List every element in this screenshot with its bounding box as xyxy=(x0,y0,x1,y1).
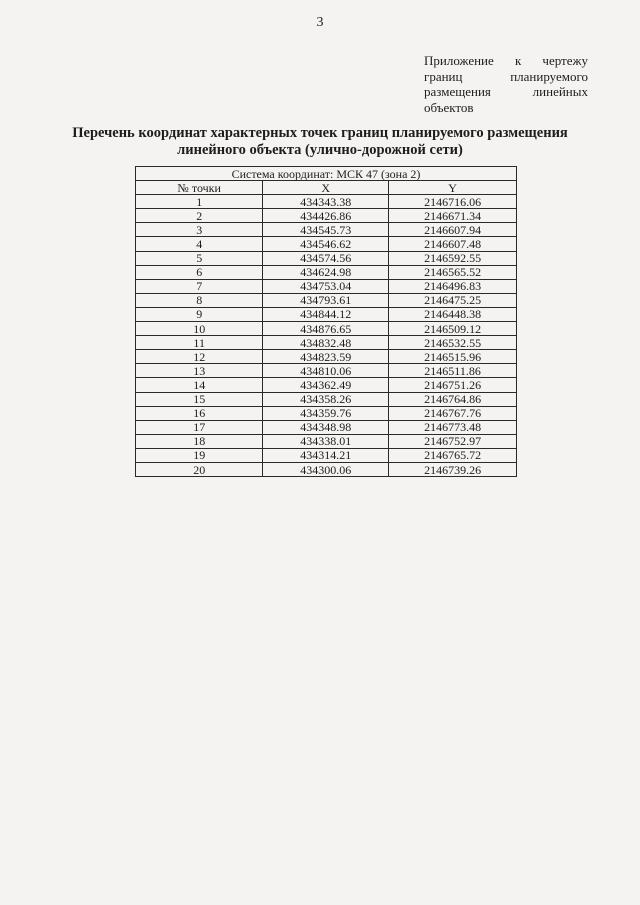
point-number-cell: 10 xyxy=(136,322,263,336)
y-coordinate-cell: 2146739.26 xyxy=(389,462,517,476)
x-coordinate-cell: 434314.21 xyxy=(263,448,389,462)
point-number-cell: 19 xyxy=(136,448,263,462)
y-coordinate-cell: 2146565.52 xyxy=(389,265,517,279)
point-number-cell: 1 xyxy=(136,195,263,209)
table-row xyxy=(136,279,517,293)
point-number-cell: 14 xyxy=(136,378,263,392)
x-coordinate-cell: 434300.06 xyxy=(263,462,389,476)
point-number-cell: 12 xyxy=(136,350,263,364)
table-row xyxy=(136,293,517,307)
document-title xyxy=(40,125,600,159)
x-coordinate-cell: 434348.98 xyxy=(263,420,389,434)
y-coordinate-cell: 2146773.48 xyxy=(389,420,517,434)
appendix-line: объектов xyxy=(424,99,474,115)
appendix-line: границ планируемого xyxy=(424,68,588,84)
coordinate-system-header: Система координат: МСК 47 (зона 2) xyxy=(136,167,517,181)
point-number-cell: 9 xyxy=(136,307,263,321)
y-coordinate-cell: 2146671.34 xyxy=(389,209,517,223)
y-coordinate-cell: 2146448.38 xyxy=(389,307,517,321)
x-coordinate-cell: 434546.62 xyxy=(263,237,389,251)
x-coordinate-cell: 434876.65 xyxy=(263,322,389,336)
table-row xyxy=(136,251,517,265)
coordinates-table xyxy=(135,166,517,477)
y-coordinate-cell: 2146496.83 xyxy=(389,279,517,293)
point-number-cell: 7 xyxy=(136,279,263,293)
y-coordinate-cell: 2146511.86 xyxy=(389,364,517,378)
appendix-line: размещения линейных xyxy=(424,84,588,99)
column-header-point: № точки xyxy=(136,181,263,195)
page-number: 3 xyxy=(316,15,324,30)
y-coordinate-cell: 2146767.76 xyxy=(389,406,517,420)
point-number-cell: 11 xyxy=(136,336,263,350)
table-row xyxy=(136,195,517,209)
point-number-cell: 6 xyxy=(136,265,263,279)
x-coordinate-cell: 434426.86 xyxy=(263,209,389,223)
table-header-row xyxy=(136,181,517,195)
table-row xyxy=(136,265,517,279)
table-system-row xyxy=(136,167,517,181)
x-coordinate-cell: 434574.56 xyxy=(263,251,389,265)
y-coordinate-cell: 2146532.55 xyxy=(389,336,517,350)
table-row xyxy=(136,462,517,476)
point-number-cell: 8 xyxy=(136,293,263,307)
table-row xyxy=(136,307,517,321)
point-number-cell: 3 xyxy=(136,223,263,237)
point-number-cell: 5 xyxy=(136,251,263,265)
document-title-line: Перечень координат характерных точек границ планируемого размещения xyxy=(72,125,568,141)
appendix-note xyxy=(424,53,588,115)
table-row xyxy=(136,336,517,350)
y-coordinate-cell: 2146764.86 xyxy=(389,392,517,406)
point-number-cell: 17 xyxy=(136,420,263,434)
point-number-cell: 16 xyxy=(136,406,263,420)
x-coordinate-cell: 434793.61 xyxy=(263,293,389,307)
x-coordinate-cell: 434358.26 xyxy=(263,392,389,406)
table-row xyxy=(136,322,517,336)
table-row xyxy=(136,392,517,406)
table-row xyxy=(136,434,517,448)
table-row xyxy=(136,448,517,462)
table-row xyxy=(136,350,517,364)
table-row xyxy=(136,237,517,251)
x-coordinate-cell: 434810.06 xyxy=(263,364,389,378)
y-coordinate-cell: 2146607.48 xyxy=(389,237,517,251)
y-coordinate-cell: 2146475.25 xyxy=(389,293,517,307)
x-coordinate-cell: 434832.48 xyxy=(263,336,389,350)
column-header-y: Y xyxy=(389,181,517,195)
point-number-cell: 20 xyxy=(136,462,263,476)
point-number-cell: 15 xyxy=(136,392,263,406)
x-coordinate-cell: 434753.04 xyxy=(263,279,389,293)
point-number-cell: 13 xyxy=(136,364,263,378)
x-coordinate-cell: 434343.38 xyxy=(263,195,389,209)
y-coordinate-cell: 2146509.12 xyxy=(389,322,517,336)
y-coordinate-cell: 2146751.26 xyxy=(389,378,517,392)
point-number-cell: 18 xyxy=(136,434,263,448)
y-coordinate-cell: 2146765.72 xyxy=(389,448,517,462)
y-coordinate-cell: 2146592.55 xyxy=(389,251,517,265)
x-coordinate-cell: 434545.73 xyxy=(263,223,389,237)
point-number-cell: 4 xyxy=(136,237,263,251)
table-row xyxy=(136,420,517,434)
table-row xyxy=(136,209,517,223)
table-row xyxy=(136,223,517,237)
table-body xyxy=(136,195,517,477)
x-coordinate-cell: 434844.12 xyxy=(263,307,389,321)
y-coordinate-cell: 2146716.06 xyxy=(389,195,517,209)
y-coordinate-cell: 2146607.94 xyxy=(389,223,517,237)
x-coordinate-cell: 434624.98 xyxy=(263,265,389,279)
y-coordinate-cell: 2146752.97 xyxy=(389,434,517,448)
x-coordinate-cell: 434338.01 xyxy=(263,434,389,448)
x-coordinate-cell: 434359.76 xyxy=(263,406,389,420)
x-coordinate-cell: 434362.49 xyxy=(263,378,389,392)
point-number-cell: 2 xyxy=(136,209,263,223)
appendix-line: Приложение к чертежу xyxy=(424,53,588,68)
y-coordinate-cell: 2146515.96 xyxy=(389,350,517,364)
column-header-x: X xyxy=(263,181,389,195)
table-row xyxy=(136,364,517,378)
x-coordinate-cell: 434823.59 xyxy=(263,350,389,364)
table-row xyxy=(136,378,517,392)
table-row xyxy=(136,406,517,420)
document-title-line: линейного объекта (улично-дорожной сети) xyxy=(177,142,463,158)
